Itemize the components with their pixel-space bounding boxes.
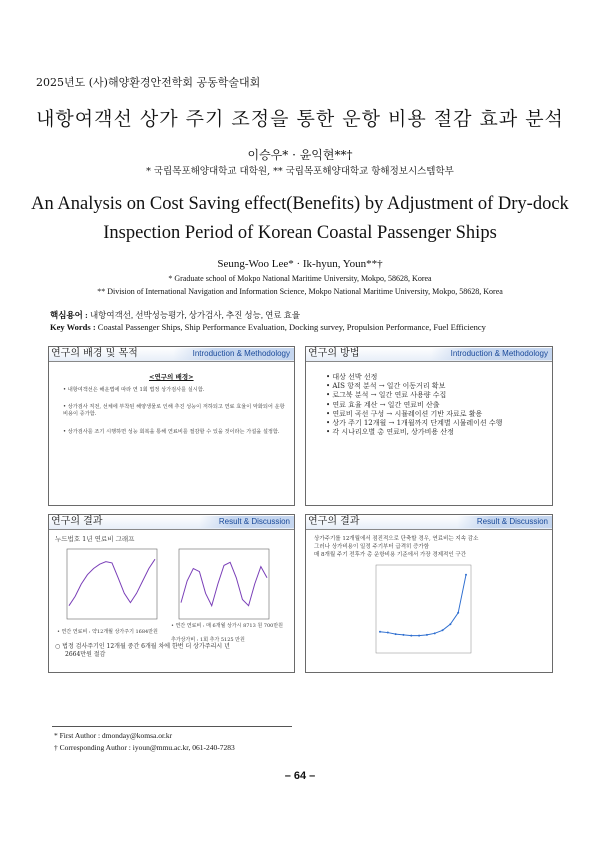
bullet-text: 상가검사 직전, 선체에 부착된 해양생물로 인해 추진 성능이 저하되고 연료 효율이 악화되어 운항비용이 증가함. (63, 404, 285, 417)
panel-result-2 (305, 514, 553, 673)
english-title (20, 190, 580, 248)
note-line-1: ○ 법정 검사주기인 12개월 중간 6개월 차에 한번 더 상가주리시 년 (55, 643, 230, 650)
keywords-korean (50, 309, 300, 321)
panel-header (49, 515, 294, 530)
english-authors: Seung-Woo Lee* · Ik-hyun, Youn**† (217, 258, 383, 270)
korean-title: 내항여객선 상가 주기 조정을 통한 운항 비용 절감 효과 분석 (36, 108, 564, 130)
data-point (426, 634, 428, 636)
footnote-first-author: * First Author : dmonday@komsa.or.kr (54, 731, 173, 740)
panel-tag: Result & Discussion (199, 516, 294, 528)
panel-header (306, 515, 552, 530)
method-item: • AIS 항적 분석 → 일간 이동거리 확보 (326, 382, 502, 391)
chart-frame (67, 549, 157, 619)
method-item: • 각 시나리오별 총 연료비, 상가비용 산정 (326, 428, 502, 437)
data-point (465, 574, 467, 576)
panel-title: 연구의 배경 및 목적 (51, 348, 138, 359)
keywords-korean-text: 내항여객선, 선박성능평가, 상가검사, 추진 성능, 연료 효율 (89, 310, 301, 320)
result2-line-2: 그러나 상가비용이 일정 주기부터 급격히 증가함 (314, 544, 430, 550)
result2-text (314, 535, 546, 559)
panel-title: 연구의 결과 (308, 516, 360, 527)
panel-tag: Result & Discussion (457, 516, 552, 528)
keywords-english-label: Key Words : (50, 322, 96, 332)
method-list (326, 373, 502, 437)
data-point (449, 623, 451, 625)
caption-left: • 연간 연료비 : 약12개월 상가주기 1684만원 (57, 629, 158, 635)
panel-title: 연구의 결과 (51, 516, 103, 527)
method-item: • 로그북 분석 → 일간 연료 사용량 수집 (326, 391, 502, 400)
english-affiliation-1: * Graduate school of Mokpo National Maritime University, Mokpo, 58628, Korea (168, 274, 432, 283)
background-bullet-3: • 상가검사를 조기 시행하면 성능 회복을 통해 연료비를 절감할 수 있을 것이라는 가설을 설정함. (63, 429, 280, 435)
method-item: • 대상 선박 선정 (326, 373, 502, 382)
panel-tag: Introduction & Methodology (173, 348, 294, 360)
panel-header (306, 347, 552, 362)
fuel-cost-chart-1 (55, 545, 160, 627)
korean-affiliation: * 국립목포해양대학교 대학원, ** 국립목포해양대학교 항해정보시스템학부 (146, 166, 454, 177)
chart-frame (179, 549, 269, 619)
data-point (395, 633, 397, 635)
page-number: – 64 – (284, 770, 316, 782)
conference-header: 2025년도 (사)해양환경안전학회 공동학술대회 (36, 76, 261, 89)
data-point (410, 635, 412, 637)
panel-header (49, 347, 294, 362)
fuel-cost-chart-2 (167, 545, 272, 627)
data-point (457, 612, 459, 614)
panel-result-1 (48, 514, 295, 673)
method-item: • 연료 효율 계산 → 일간 연료비 산출 (326, 401, 502, 410)
bullet-text: 상가검사를 조기 시행하면 성능 회복을 통해 연료비를 절감할 수 있을 것이라는 가설을 설정함. (67, 429, 280, 435)
data-point (434, 632, 436, 634)
result1-chart-title: 누드법호 1년 연료비 그래프 (55, 535, 135, 543)
footnote-corresponding: † Corresponding Author : iyoun@mmu.ac.kr, 061-240-7283 (54, 743, 235, 752)
data-point (418, 635, 420, 637)
footnote-divider (52, 726, 292, 727)
data-point (379, 631, 381, 633)
panel-method (305, 346, 553, 506)
keywords-english (50, 322, 486, 332)
panel-tag: Introduction & Methodology (431, 348, 552, 360)
keywords-korean-label: 핵심용어 : (50, 310, 88, 320)
result2-line-3: 매 8개월 주기 전후가 총 운항비용 기준에서 가장 경제적인 구간 (314, 552, 467, 558)
english-title-line-1: An Analysis on Cost Saving effect(Benefits) by Adjustment of Dry-dock (31, 194, 569, 214)
note-line-2: 2664만원 절감 (65, 651, 106, 658)
chart-frame (376, 565, 471, 653)
background-bullet-1: • 내항여객선은 해운법에 따라 연 1회 법정 상가검사를 실시함. (63, 387, 205, 393)
keywords-english-text: Coastal Passenger Ships, Ship Performance Evaluation, Docking survey, Propulsion Performance, Fuel Efficiency (97, 322, 486, 332)
bullet-text: 내항여객선은 해운법에 따라 연 1회 법정 상가검사를 실시함. (67, 387, 205, 393)
method-item: • 연료비 곡선 구성 → 시뮬레이션 기반 자료로 활용 (326, 410, 502, 419)
result1-note (55, 643, 290, 659)
total-cost-chart (366, 561, 476, 661)
data-point (402, 634, 404, 636)
method-item: • 상가 주기 12개월 → 1개월까지 단계별 시뮬레이션 수행 (326, 419, 502, 428)
caption-right-1: • 연간 연료비 : 매 6개월 상가시 8713 원 700만원 (171, 623, 284, 629)
panel-background (48, 346, 295, 506)
english-affiliation-2: ** Division of International Navigation and Information Science, Mokpo National Maritime University, Mokpo, 58628, Korea (97, 287, 503, 296)
korean-authors: 이승우* · 윤익현**† (247, 148, 353, 162)
english-title-line-2: Inspection Period of Korean Coastal Passenger Ships (103, 223, 497, 243)
result2-line-1: 상가주기를 12개월에서 점진적으로 단축할 경우, 연료비는 지속 감소 (314, 536, 479, 542)
data-point (387, 632, 389, 634)
background-subheading: <연구의 배경> (149, 373, 194, 381)
background-bullet-2: • 상가검사 직전, 선체에 부착된 해양생물로 인해 추진 성능이 저하되고 연료 효율이 악화되어 운항비용이 증가함. (63, 404, 285, 417)
panel-title: 연구의 방법 (308, 348, 360, 359)
data-point (442, 629, 444, 631)
caption-right-2: 추가상가비 : 1회 추가 5125 만원 (171, 637, 245, 643)
